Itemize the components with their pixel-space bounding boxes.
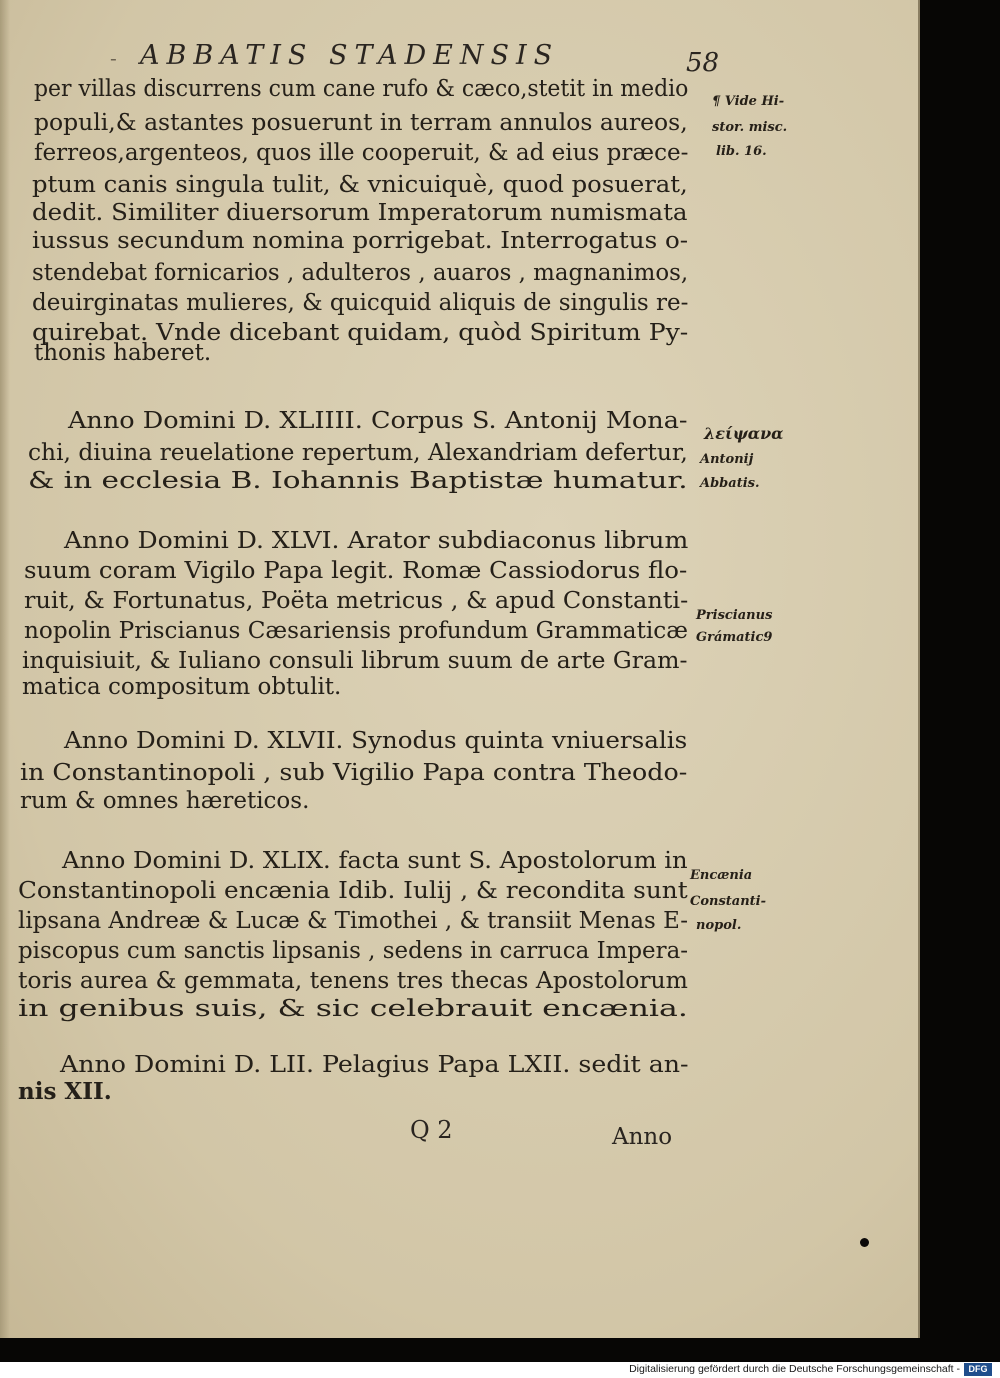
text-line: & in ecclesia B. Iohannis Baptistæ humatur. [28, 468, 688, 494]
text-line: in Constantinopoli , sub Vigilio Papa contra Theodo- [20, 760, 688, 786]
text-line: rum & omnes hæreticos. [20, 788, 310, 814]
marginal-note: Priscianus [696, 608, 773, 623]
text-line: Anno Domini D. LII. Pelagius Papa LXII. sedit an- [60, 1052, 689, 1078]
marginal-note: ¶ Vide Hi- [712, 94, 785, 109]
text-line: nis XII. [18, 1078, 112, 1105]
text-line: in genibus suis, & sic celebrauit encænia. [18, 996, 688, 1022]
text-line: piscopus cum sanctis lipsanis , sedens in carruca Impera- [18, 938, 689, 964]
running-head: ABBATIS STADENSIS [140, 40, 560, 71]
text-line: chi, diuina reuelatione repertum, Alexandriam defertur, [28, 440, 688, 466]
marginal-note: Constanti- [690, 894, 767, 909]
text-line: Anno Domini D. XLIIII. Corpus S. Antonij Mona- [68, 408, 688, 434]
text-line: populi,& astantes posuerunt in terram annulos aureos, [34, 110, 688, 136]
text-line: thonis haberet. [34, 340, 212, 366]
ink-dot [860, 1238, 869, 1247]
text-line: inquisiuit, & Iuliano consuli librum suum de arte Gram- [22, 648, 688, 674]
text-line: per villas discurrens cum cane rufo & cæco,stetit in medio [34, 76, 689, 102]
text-line: deuirginatas mulieres, & quicquid aliquis de singulis re- [32, 290, 689, 316]
marginal-note: Abbatis. [700, 476, 760, 491]
text-line: suum coram Vigilo Papa legit. Romæ Cassiodorus flo- [24, 558, 688, 584]
text-line: matica compositum obtulit. [22, 674, 342, 700]
marginal-note: λείψανα [704, 424, 784, 443]
marginal-note: nopol. [696, 918, 742, 933]
text-line: dedit. Similiter diuersorum Imperatorum numismata [32, 200, 688, 226]
page-number: 58 [686, 48, 720, 78]
text-line: iussus secundum nomina porrigebat. Interrogatus o- [32, 228, 689, 254]
text-line: ptum canis singula tulit, & vnicuiquè, quod posuerat, [32, 172, 688, 198]
text-line: lipsana Andreæ & Lucæ & Timothei , & transiit Menas E- [18, 908, 688, 934]
page-edge-shadow [0, 0, 10, 1338]
text-line: Anno Domini D. XLVI. Arator subdiaconus librum [64, 528, 689, 554]
text-line: ruit, & Fortunatus, Poëta metricus , & apud Constanti- [24, 588, 689, 614]
footer-credit: Digitalisierung gefördert durch die Deutsche Forschungsgemeinschaft - [629, 1363, 960, 1375]
text-line: nopolin Priscianus Cæsariensis profundum Grammaticæ [24, 618, 689, 644]
marginal-note: Encænia [690, 868, 753, 883]
text-line: Anno Domini D. XLVII. Synodus quinta vniuersalis [64, 728, 688, 754]
footer-bar [0, 1362, 1000, 1378]
catchword: Anno [612, 1124, 673, 1150]
text-line: ferreos,argenteos, quos ille cooperuit, & ad eius præce- [34, 140, 689, 166]
dfg-logo[interactable]: DFG [964, 1363, 992, 1376]
signature-mark: Q 2 [410, 1116, 453, 1144]
text-line: quirebat. Vnde dicebant quidam, quòd Spiritum Py- [32, 320, 689, 346]
text-line: Anno Domini D. XLIX. facta sunt S. Apostolorum in [62, 848, 688, 874]
text-line: Constantinopoli encænia Idib. Iulij , & recondita sunt [18, 878, 688, 904]
marginal-note: Grámatic9 [696, 630, 773, 645]
marginal-note: lib. 16. [716, 144, 767, 159]
marginal-note: Antonij [700, 452, 754, 467]
text-line: toris aurea & gemmata, tenens tres thecas Apostolorum [18, 968, 688, 994]
running-head-ornament: - [110, 46, 117, 70]
text-line: stendebat fornicarios , adulteros , auaros , magnanimos, [32, 260, 689, 286]
marginal-note: stor. misc. [712, 120, 788, 135]
